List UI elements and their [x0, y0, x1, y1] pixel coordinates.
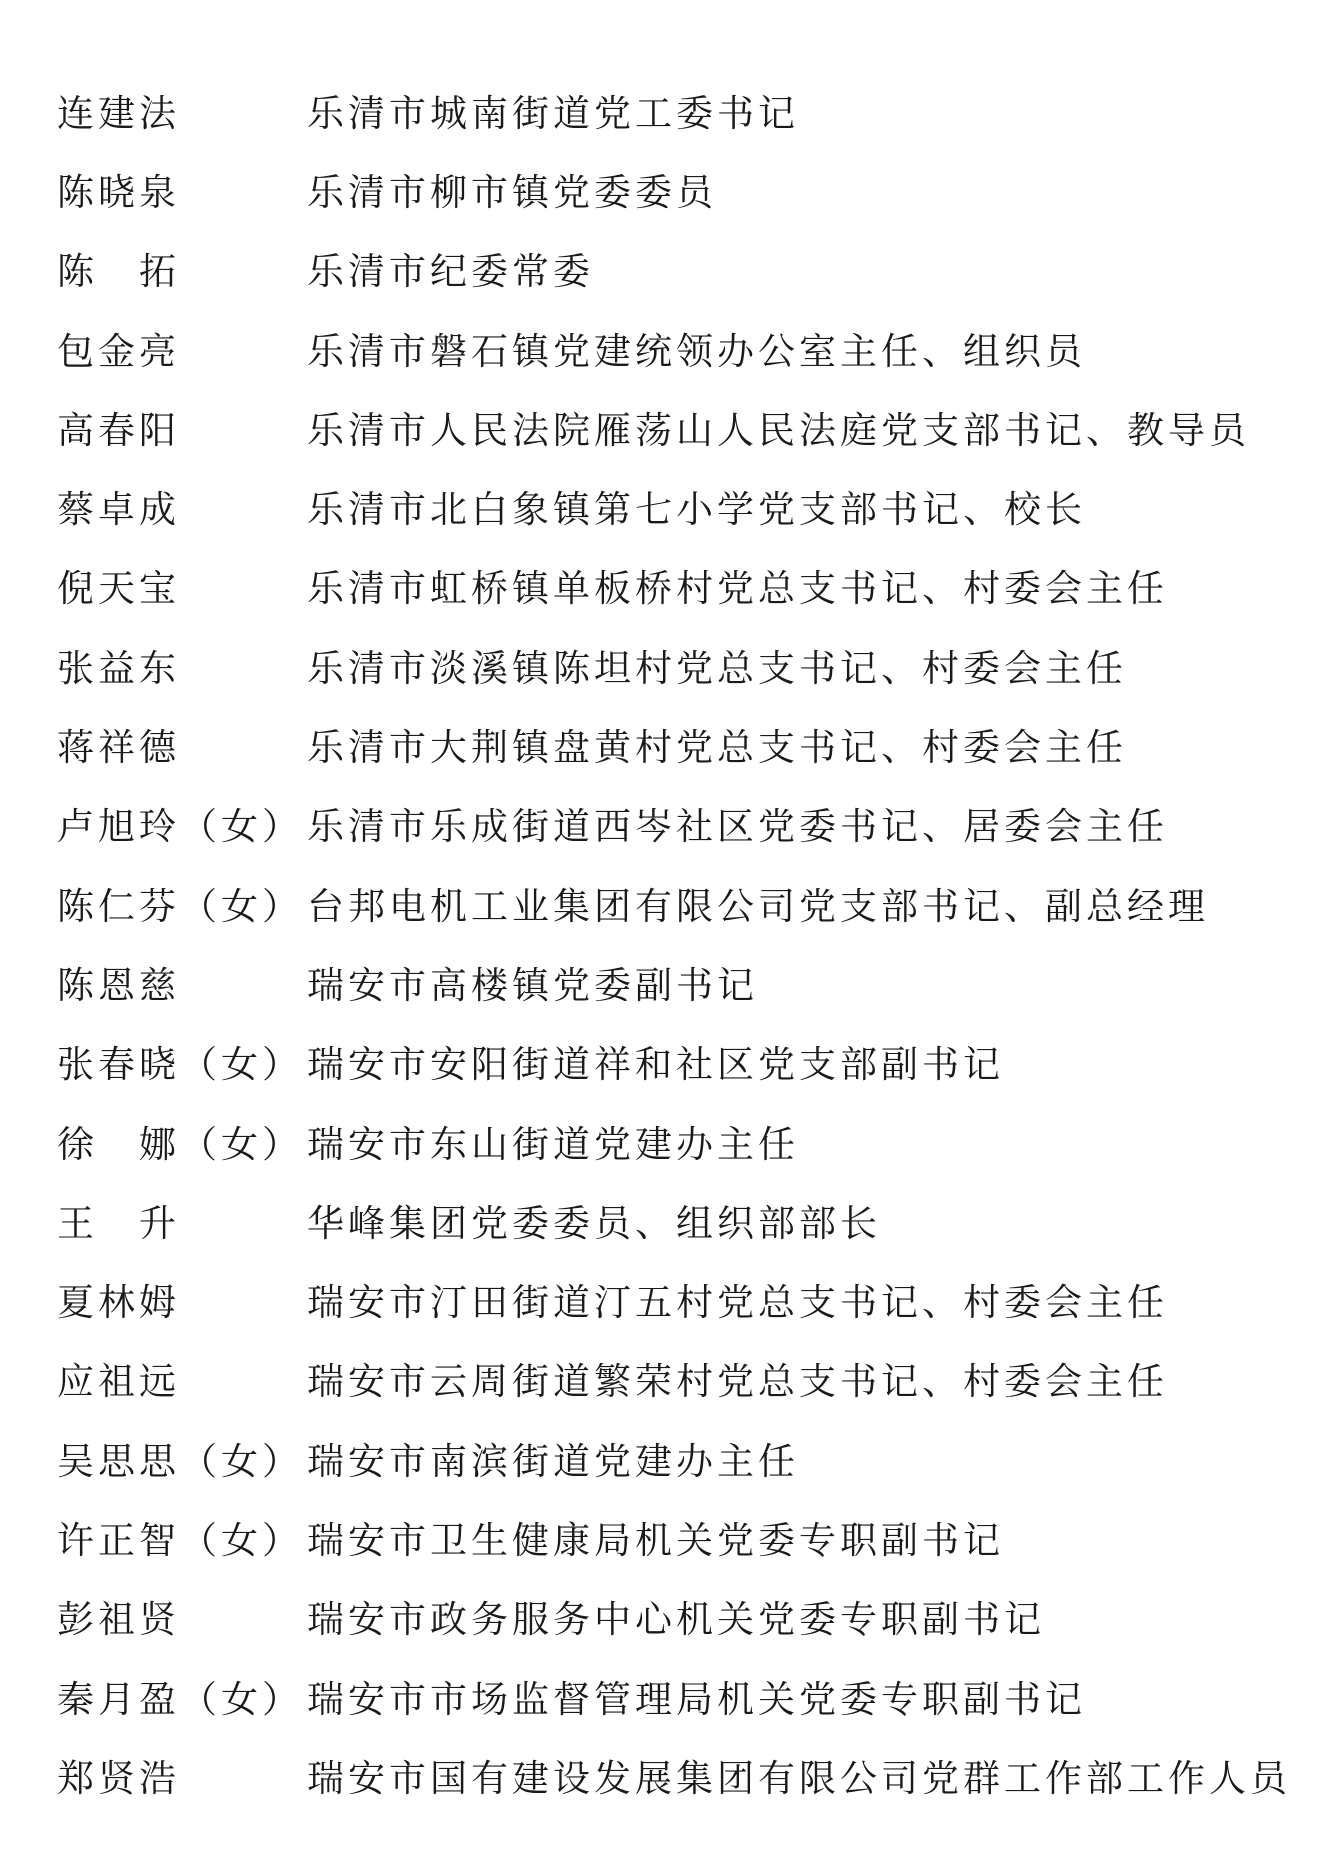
list-item — [57, 863, 1277, 942]
person-name: 彭祖贤 — [57, 1598, 180, 1642]
person-title: 瑞安市市场监督管理局机关党委专职副书记 — [307, 1677, 1086, 1721]
list-item — [57, 1180, 1277, 1259]
list-item — [57, 1418, 1277, 1497]
person-name: 蒋祥德 — [57, 726, 180, 770]
person-name: 吴思思（女） — [57, 1439, 303, 1483]
list-item — [57, 1577, 1277, 1656]
person-title: 瑞安市安阳街道祥和社区党支部副书记 — [307, 1043, 1004, 1087]
list-item — [57, 70, 1277, 149]
person-title: 乐清市乐成街道西岑社区党委书记、居委会主任 — [307, 805, 1168, 849]
list-item — [57, 1022, 1277, 1101]
list-item — [57, 149, 1277, 228]
person-name: 许正智（女） — [57, 1518, 303, 1562]
person-name: 秦月盈（女） — [57, 1677, 303, 1721]
person-title: 瑞安市云周街道繁荣村党总支书记、村委会主任 — [307, 1360, 1168, 1404]
person-name: 蔡卓成 — [57, 488, 180, 532]
person-title: 乐清市北白象镇第七小学党支部书记、校长 — [307, 488, 1086, 532]
person-name: 徐 娜（女） — [57, 1122, 303, 1166]
person-title: 瑞安市高楼镇党委副书记 — [307, 963, 758, 1007]
person-title: 台邦电机工业集团有限公司党支部书记、副总经理 — [307, 884, 1209, 928]
person-title: 乐清市淡溪镇陈坦村党总支书记、村委会主任 — [307, 646, 1127, 690]
list-item — [57, 1339, 1277, 1418]
list-item — [57, 704, 1277, 783]
list-item — [57, 1735, 1291, 1814]
list-item — [57, 1656, 1277, 1735]
list-item — [57, 625, 1277, 704]
person-title: 瑞安市南滨街道党建办主任 — [307, 1439, 799, 1483]
person-title: 瑞安市东山街道党建办主任 — [307, 1122, 799, 1166]
person-title: 乐清市磐石镇党建统领办公室主任、组织员 — [307, 329, 1086, 373]
person-name: 张益东 — [57, 646, 180, 690]
list-item — [57, 942, 1277, 1021]
list-item — [57, 466, 1277, 545]
person-title: 乐清市大荆镇盘黄村党总支书记、村委会主任 — [307, 726, 1127, 770]
person-name: 陈 拓 — [57, 250, 180, 294]
person-name: 陈恩慈 — [57, 963, 180, 1007]
person-title: 乐清市虹桥镇单板桥村党总支书记、村委会主任 — [307, 567, 1168, 611]
person-title: 乐清市城南街道党工委书记 — [307, 91, 799, 135]
person-name: 夏林姆 — [57, 1281, 180, 1325]
person-title: 乐清市人民法院雁荡山人民法庭党支部书记、教导员 — [307, 408, 1250, 452]
roster-list — [57, 70, 1291, 1815]
list-item — [57, 1259, 1277, 1338]
person-name: 倪天宝 — [57, 567, 180, 611]
person-name: 卢旭玲（女） — [57, 805, 303, 849]
person-name: 包金亮 — [57, 329, 180, 373]
person-title: 华峰集团党委委员、组织部部长 — [307, 1201, 881, 1245]
person-title: 乐清市柳市镇党委委员 — [307, 170, 717, 214]
person-name: 陈晓泉 — [57, 170, 180, 214]
person-title: 瑞安市国有建设发展集团有限公司党群工作部工作人员 — [307, 1756, 1291, 1800]
person-title: 乐清市纪委常委 — [307, 250, 594, 294]
list-item — [57, 784, 1277, 863]
list-item — [57, 229, 1277, 308]
person-name: 应祖远 — [57, 1360, 180, 1404]
person-name: 连建法 — [57, 91, 180, 135]
list-item — [57, 546, 1277, 625]
person-title: 瑞安市汀田街道汀五村党总支书记、村委会主任 — [307, 1281, 1168, 1325]
person-title: 瑞安市政务服务中心机关党委专职副书记 — [307, 1598, 1045, 1642]
list-item — [57, 308, 1277, 387]
person-name: 郑贤浩 — [57, 1756, 180, 1800]
person-title: 瑞安市卫生健康局机关党委专职副书记 — [307, 1518, 1004, 1562]
person-name: 张春晓（女） — [57, 1043, 303, 1087]
list-item — [57, 387, 1277, 466]
list-item — [57, 1101, 1277, 1180]
person-name: 高春阳 — [57, 408, 180, 452]
list-item — [57, 1497, 1277, 1576]
person-name: 王 升 — [57, 1201, 180, 1245]
person-name: 陈仁芬（女） — [57, 884, 303, 928]
